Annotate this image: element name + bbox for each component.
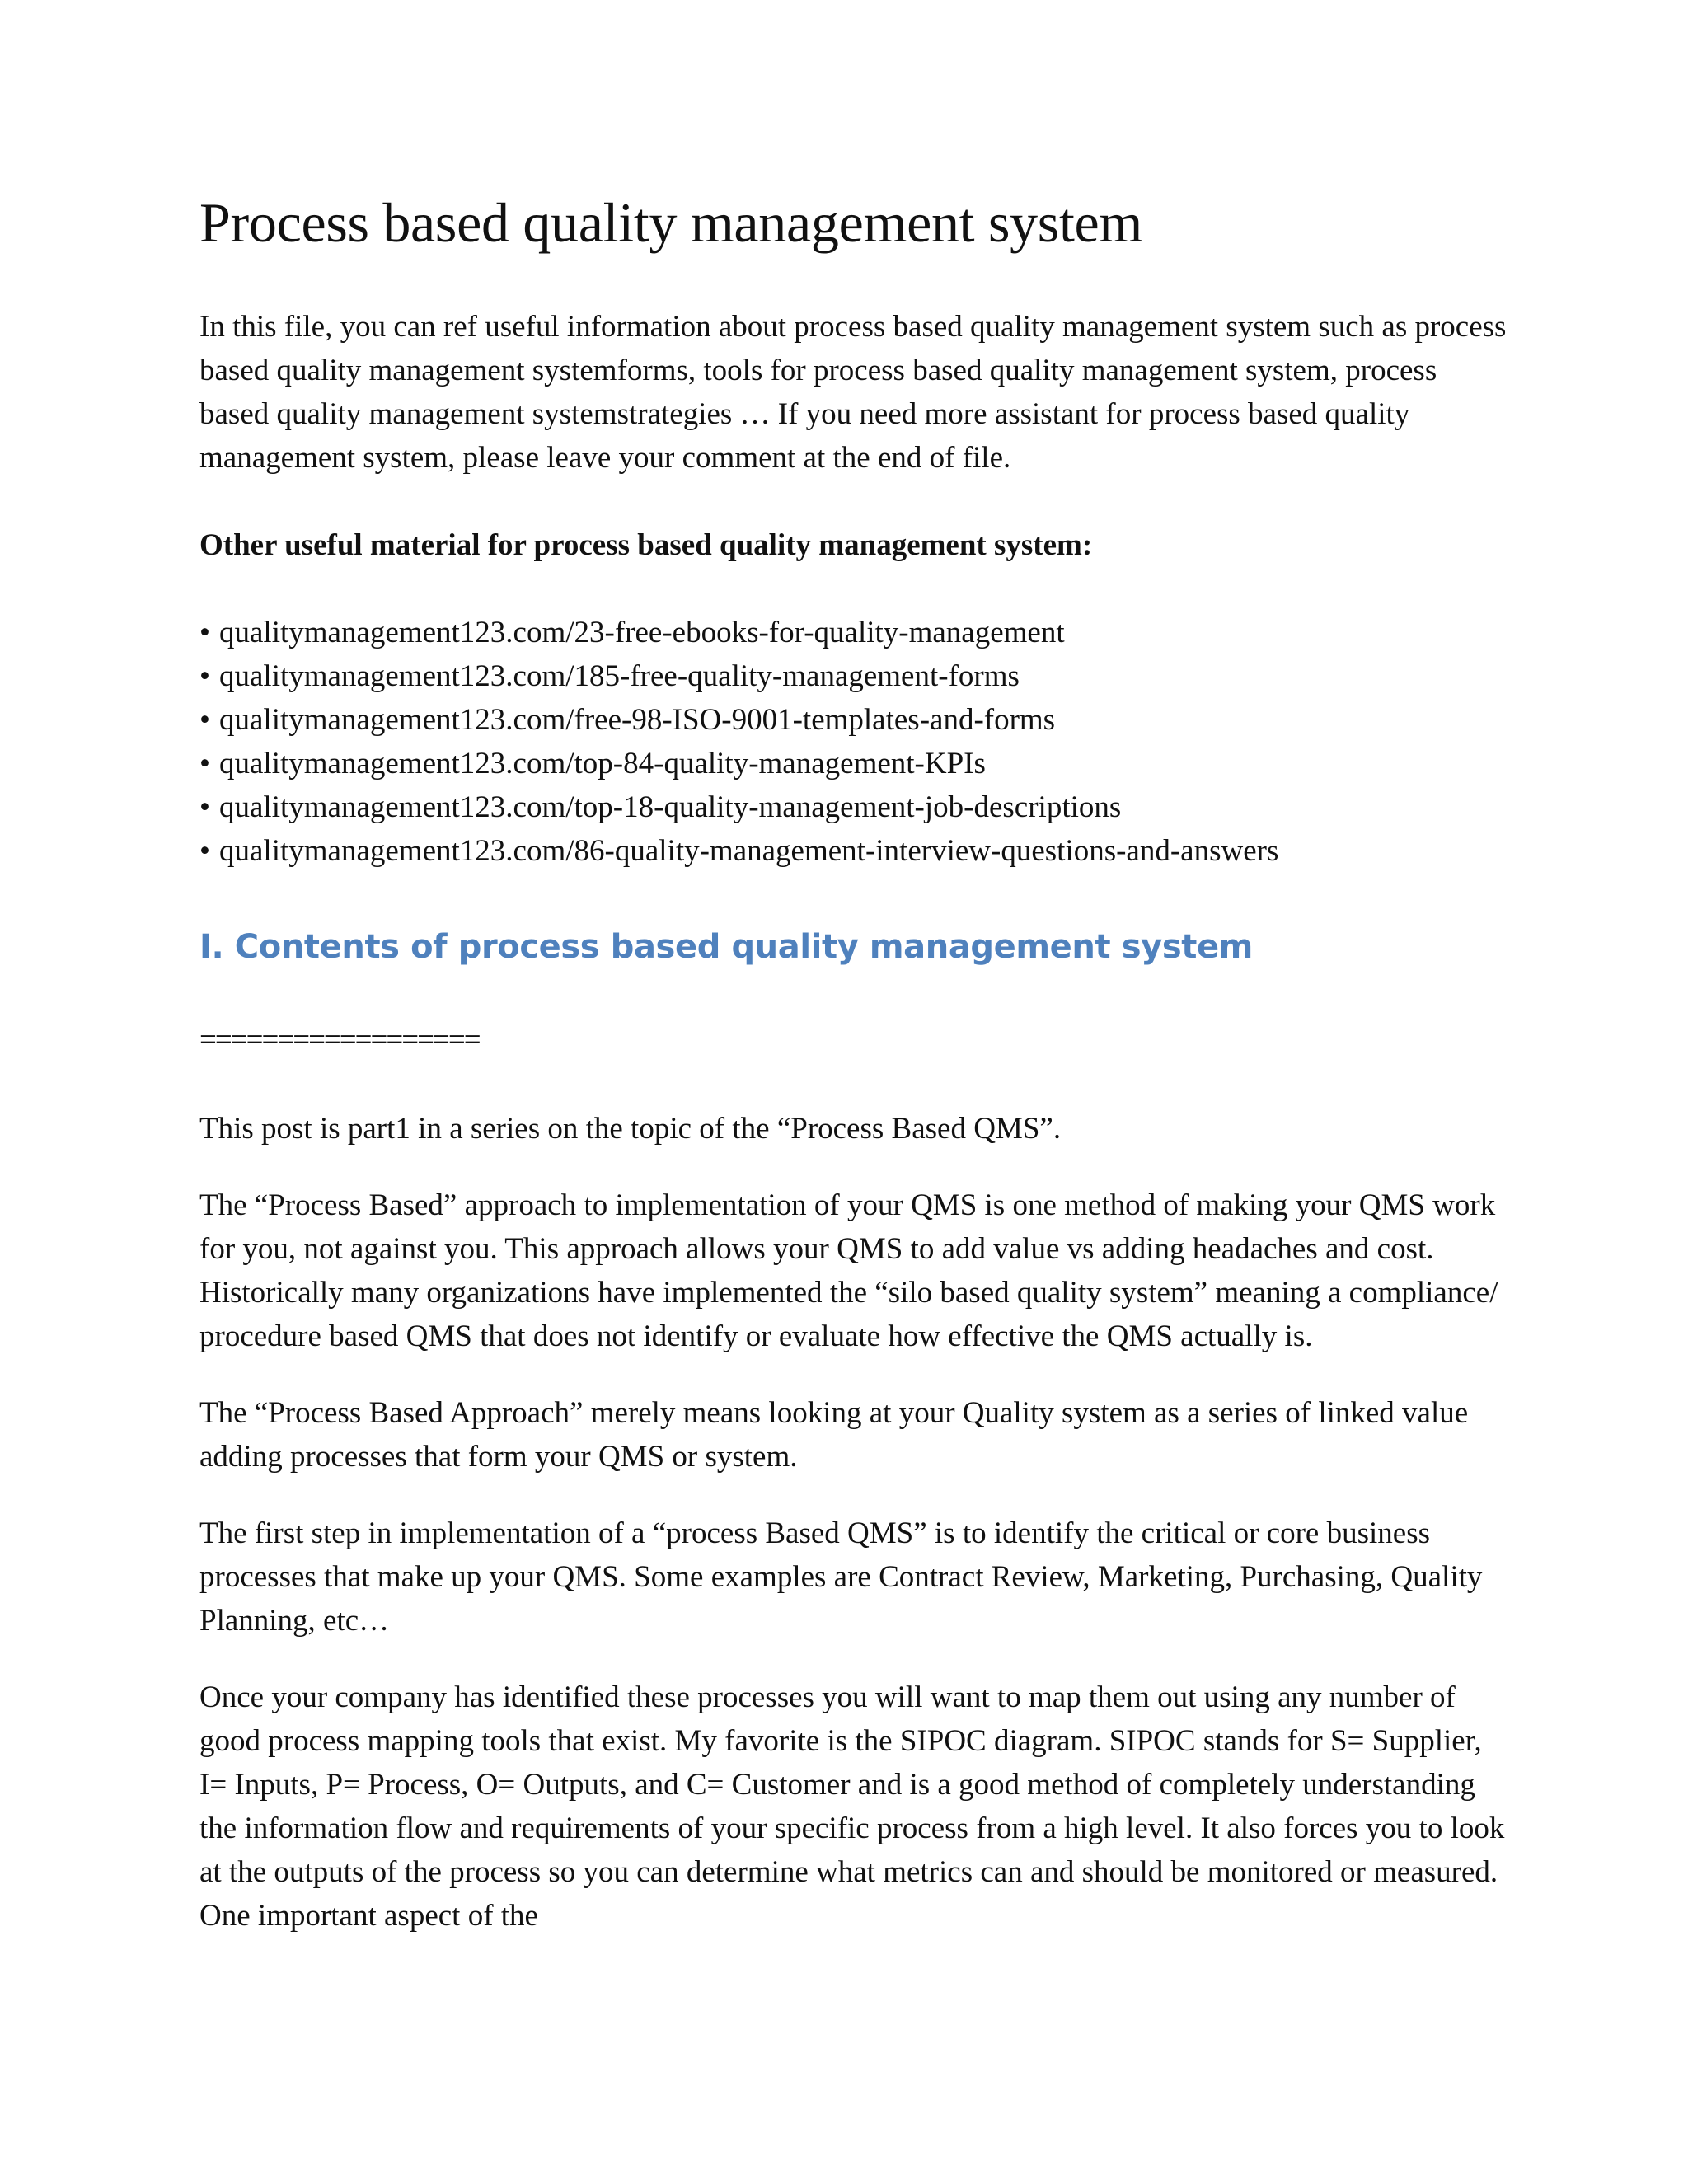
body-paragraph: The first step in implementation of a “process Based QMS” is to identify the critical or core business processes that make up your QMS. Some examples are Contract Review, Marketing, Purchasing, Quality Planning, etc… [199,1516,1483,1638]
body-paragraph: The “Process Based” approach to implementation of your QMS is one method of making your QMS work for you, not against you. This approach allows your QMS to add value vs adding headaches and cost. Historically many organizations have implemented the “silo based quality system” meaning a compliance/ procedure based QMS that does not identify or evaluate how effective the QMS actually is. [199,1188,1498,1353]
bullet-icon: • [199,702,210,737]
section-heading-contents: I. Contents of process based quality management system [199,927,1253,966]
resource-link-item[interactable] [199,611,1507,654]
resource-link-text[interactable]: qualitymanagement123.com/23-free-ebooks-for-quality-management [219,615,1065,649]
body-paragraph: The “Process Based Approach” merely means looking at your Quality system as a series of linked value adding processes that form your QMS or system. [199,1395,1469,1474]
page-title: Process based quality management system [199,191,1143,254]
section-divider: ================== [199,1022,480,1057]
body-paragraph: Once your company has identified these processes you will want to map them out using any number of good process mapping tools that exist. My favorite is the SIPOC diagram. SIPOC stands for S= Supplier, I= Inputs, P= Process, O= Outputs, and C= Customer and is a good method of completely understanding the information flow and requirements of your specific process from a high level. It also forces you to look at the outputs of the process so you can determine what metrics can and should be monitored or measured. One important aspect of the [199,1680,1505,1933]
other-material-heading: Other useful material for process based quality management system: [199,527,1093,562]
bullet-icon: • [199,746,210,780]
resource-link-item[interactable] [199,742,1507,785]
bullet-icon: • [199,658,210,693]
resource-link-item[interactable] [199,698,1507,742]
bullet-icon: • [199,790,210,824]
bullet-icon: • [199,615,210,649]
bullet-icon: • [199,833,210,868]
resource-link-text[interactable]: qualitymanagement123.com/free-98-ISO-9001-templates-and-forms [219,702,1056,737]
resource-link-item[interactable] [199,785,1507,829]
resource-link-text[interactable]: qualitymanagement123.com/top-84-quality-management-KPIs [219,746,986,780]
resource-link-text[interactable]: qualitymanagement123.com/185-free-quality-management-forms [219,658,1020,693]
resource-link-text[interactable]: qualitymanagement123.com/top-18-quality-management-job-descriptions [219,790,1122,824]
resource-link-list [199,611,1507,873]
body-paragraph: This post is part1 in a series on the topic of the “Process Based QMS”. [199,1111,1062,1146]
intro-paragraph: In this file, you can ref useful information about process based quality management system such as process based quality management systemforms, tools for process based quality management system, process based quality management systemstrategies … If you need more assistant for process based quality management system, please leave your comment at the end of file. [199,309,1507,475]
resource-link-item[interactable] [199,829,1507,873]
resource-link-item[interactable] [199,654,1507,698]
resource-link-text[interactable]: qualitymanagement123.com/86-quality-management-interview-questions-and-answers [219,833,1279,868]
